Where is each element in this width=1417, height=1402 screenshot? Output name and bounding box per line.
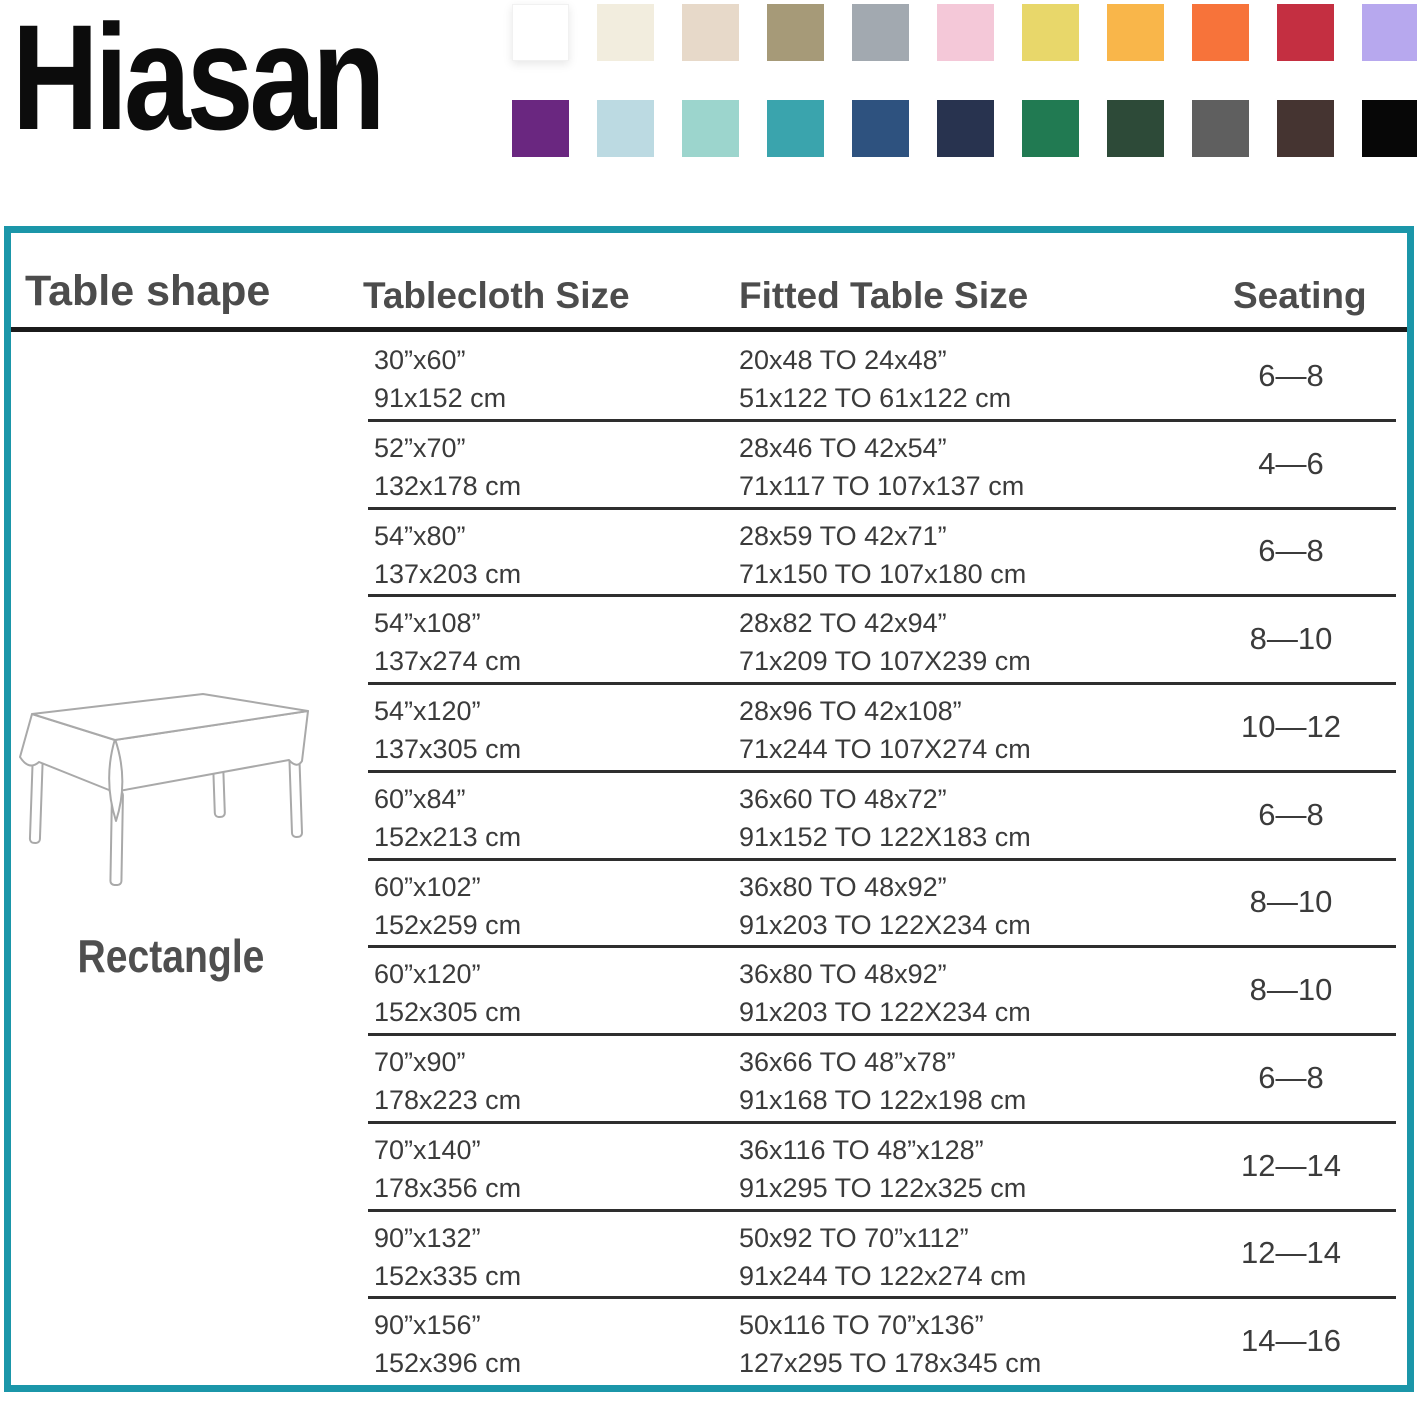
tablecloth-size-inches: 52”x70” [374,432,466,463]
fitted-size-inches: 36x60 TO 48x72” [739,783,947,814]
fitted-size-inches: 36x80 TO 48x92” [739,959,947,990]
color-swatch-aqua [682,100,739,157]
fitted-size-inches: 50x92 TO 70”x112” [739,1222,969,1253]
tablecloth-size-cell [374,692,521,768]
size-chart-row [11,1210,1407,1298]
tablecloth-size-cm: 132x178 cm [374,470,522,501]
color-swatch-grid [512,4,1417,157]
fitted-size-cm: 51x122 TO 61x122 cm [739,383,1012,413]
seating-cell: 8—10 [1249,884,1333,920]
fitted-size-inches: 36x116 TO 48”x128” [739,1134,984,1165]
fitted-size-cm: 91x168 TO 122x198 cm [739,1085,1027,1115]
fitted-table-size-cell [739,955,1031,1031]
color-swatch-taupe [767,4,824,61]
fitted-table-size-cell [739,604,1031,680]
tablecloth-size-inches: 54”x120” [374,696,481,726]
size-chart-row [11,1034,1407,1122]
color-swatch-emerald [1022,100,1079,157]
tablecloth-size-cell [374,341,506,417]
size-chart-row [11,859,1407,947]
fitted-size-inches: 36x80 TO 48x92” [739,871,947,902]
header-seating: Seating [1233,275,1367,316]
fitted-table-size-cell [739,1131,1026,1207]
tablecloth-size-inches: 30”x60” [374,345,466,375]
size-chart-row [11,1122,1407,1210]
color-swatch-dark-green [1107,100,1164,157]
fitted-size-cm: 91x295 TO 122x325 cm [739,1172,1027,1203]
header-table-shape: Table shape [25,267,271,315]
fitted-size-inches: 28x82 TO 42x94” [739,608,947,639]
header-tablecloth-size: Tablecloth Size [363,275,630,316]
seating-cell: 8—10 [1249,972,1333,1008]
fitted-size-cm: 71x209 TO 107X239 cm [739,646,1031,677]
tablecloth-size-cell [374,868,521,944]
tablecloth-size-cell [374,429,521,505]
header-fitted-table-size: Fitted Table Size [739,275,1029,316]
tablecloth-size-inches: 60”x120” [374,959,481,990]
color-swatch-white [512,4,569,61]
color-swatch-dark-brown [1277,100,1334,157]
color-swatch-navy [937,100,994,157]
tablecloth-size-cell [374,955,521,1031]
color-swatch-light-blue [597,100,654,157]
fitted-table-size-cell [739,341,1011,417]
seating-cell: 10—12 [1241,708,1341,744]
fitted-size-cm: 91x244 TO 122x274 cm [739,1260,1027,1291]
seating-cell: 6—8 [1258,1059,1324,1095]
tablecloth-size-inches: 70”x140” [374,1134,481,1165]
size-chart-row [11,420,1407,508]
fitted-size-inches: 28x46 TO 42x54” [739,432,947,463]
color-swatch-teal [767,100,824,157]
tablecloth-size-cell [374,1043,521,1119]
tablecloth-size-cm: 91x152 cm [374,383,507,413]
color-swatch-red [1277,4,1334,61]
size-chart-row [11,946,1407,1034]
color-swatch-marigold [1107,4,1164,61]
fitted-size-cm: 91x203 TO 122X234 cm [739,909,1031,940]
color-swatch-steel-blue [852,100,909,157]
fitted-table-size-cell [739,1043,1026,1119]
fitted-table-size-cell [739,1306,1041,1382]
tablecloth-size-inches: 54”x80” [374,520,466,551]
tablecloth-size-inches: 60”x84” [374,783,466,814]
fitted-size-cm: 71x117 TO 107x137 cm [739,470,1025,501]
seating-cell: 12—14 [1241,1147,1341,1183]
color-swatch-dark-gray [1192,100,1249,157]
fitted-size-inches: 50x116 TO 70”x136” [739,1310,984,1341]
tablecloth-size-cm: 178x223 cm [374,1085,522,1115]
tablecloth-size-cell [374,517,521,593]
color-swatch-gray [852,4,909,61]
size-chart-row [11,683,1407,771]
color-swatch-purple [512,100,569,157]
fitted-table-size-cell [739,517,1026,593]
tablecloth-size-inches: 70”x90” [374,1047,466,1077]
tablecloth-size-inches: 54”x108” [374,608,481,639]
size-rows [11,332,1407,1385]
fitted-table-size-cell [739,868,1031,944]
tablecloth-size-cell [374,1219,521,1295]
size-chart-row [11,595,1407,683]
fitted-table-size-cell [739,780,1031,856]
fitted-table-size-cell [739,429,1024,505]
tablecloth-size-cm: 137x203 cm [374,558,522,589]
tablecloth-size-cell [374,1306,521,1382]
fitted-size-inches: 28x59 TO 42x71” [739,520,947,551]
fitted-size-cm: 91x203 TO 122X234 cm [739,997,1031,1028]
seating-cell: 8—10 [1249,621,1333,657]
size-chart-row [11,1297,1407,1385]
fitted-size-inches: 20x48 TO 24x48” [739,345,947,375]
size-chart-row [11,771,1407,859]
tablecloth-size-inches: 90”x132” [374,1222,481,1253]
size-chart-table [4,226,1414,1392]
tablecloth-size-cm: 152x335 cm [374,1260,522,1291]
seating-cell: 6—8 [1258,533,1324,569]
fitted-size-cm: 71x244 TO 107X274 cm [739,734,1031,764]
tablecloth-size-cm: 178x356 cm [374,1172,522,1203]
seating-cell: 12—14 [1241,1235,1341,1271]
color-swatch-black [1362,100,1417,157]
color-swatch-orange [1192,4,1249,61]
seating-cell: 6—8 [1258,357,1324,393]
seating-cell: 4—6 [1258,445,1324,481]
seating-cell: 6—8 [1258,796,1324,832]
size-chart-row [11,508,1407,596]
fitted-size-cm: 71x150 TO 107x180 cm [739,558,1027,589]
seating-cell: 14—16 [1241,1323,1341,1359]
tablecloth-size-cell [374,780,521,856]
color-swatch-beige [682,4,739,61]
tablecloth-size-cm: 152x259 cm [374,909,522,940]
color-swatch-pink [937,4,994,61]
fitted-size-cm: 127x295 TO 178x345 cm [739,1348,1042,1379]
fitted-size-inches: 28x96 TO 42x108” [739,696,962,726]
brand-logo: Hiasan [12,0,382,161]
size-chart-row [11,332,1407,420]
fitted-size-inches: 36x66 TO 48”x78” [739,1047,956,1077]
shape-label: Rectangle [77,930,265,982]
size-chart-header-row [11,233,1407,332]
tablecloth-size-inches: 90”x156” [374,1310,481,1341]
tablecloth-size-cm: 152x213 cm [374,821,522,852]
fitted-size-cm: 91x152 TO 122X183 cm [739,821,1031,852]
tablecloth-size-cm: 137x274 cm [374,646,522,677]
color-swatch-lavender [1362,4,1417,61]
tablecloth-size-cm: 152x396 cm [374,1348,522,1379]
tablecloth-size-cell [374,604,521,680]
fitted-table-size-cell [739,692,1031,768]
fitted-table-size-cell [739,1219,1026,1295]
color-swatch-ivory [597,4,654,61]
tablecloth-size-cm: 152x305 cm [374,997,522,1028]
color-swatch-yellow [1022,4,1079,61]
tablecloth-size-cell [374,1131,521,1207]
tablecloth-size-inches: 60”x102” [374,871,481,902]
tablecloth-size-cm: 137x305 cm [374,734,522,764]
